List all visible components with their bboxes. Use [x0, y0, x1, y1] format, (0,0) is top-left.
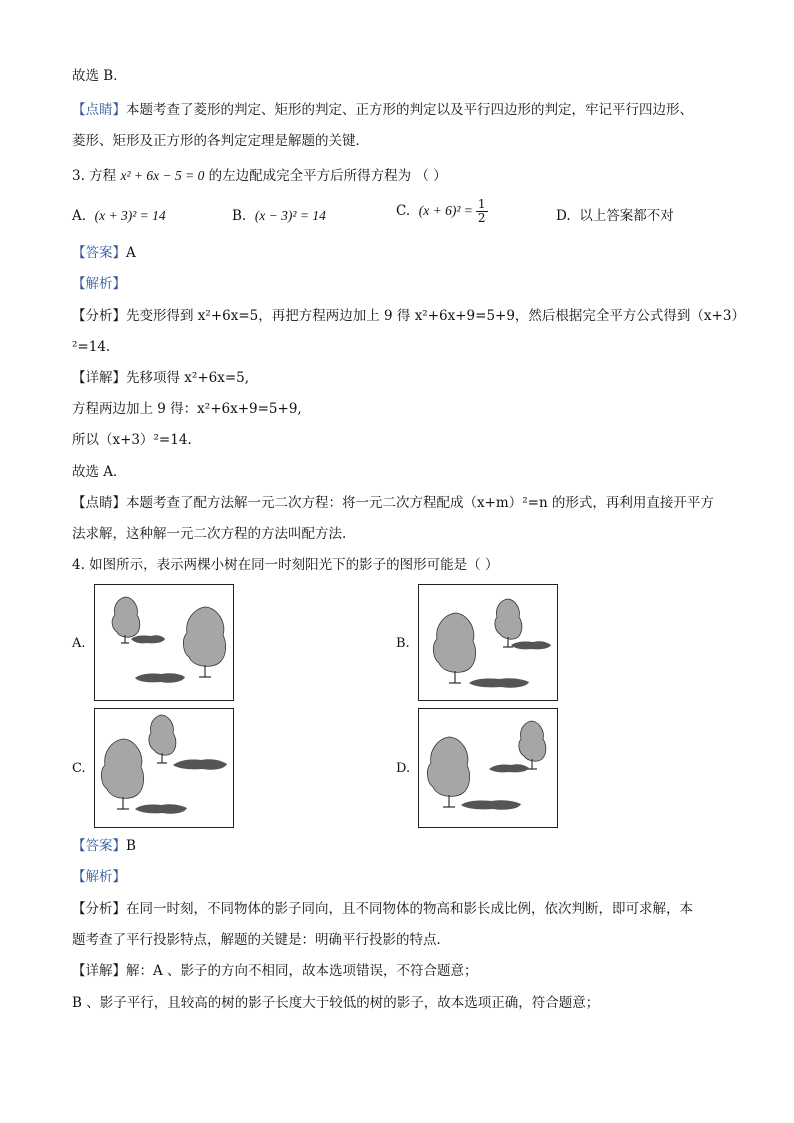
- tag-label: 【详解】: [72, 370, 126, 386]
- tree-shadow-figure: [419, 709, 557, 827]
- small-tree: [519, 721, 546, 761]
- fraction-numerator: 1: [477, 197, 486, 211]
- option-text: 以上答案都不对: [579, 208, 674, 224]
- option-label: C.: [396, 203, 411, 219]
- small-tree: [112, 597, 140, 637]
- large-shadow: [135, 804, 187, 814]
- large-tree: [101, 739, 143, 798]
- fraction-denominator: 2: [477, 211, 486, 225]
- option-equation: (x + 6)² =: [418, 203, 473, 218]
- comment-line: [72, 100, 693, 120]
- question-suffix: 的左边配成完全平方后所得方程为 （ ）: [204, 168, 447, 184]
- tag-label: 【解析】: [72, 869, 126, 885]
- large-tree: [183, 607, 225, 666]
- analysis-line: [72, 306, 745, 326]
- option-b: [232, 206, 326, 226]
- text-line: 所以（x+3）²=14.: [72, 432, 192, 448]
- small-shadow: [173, 759, 227, 770]
- text-line: 题考查了平行投影特点，解题的关键是：明确平行投影的特点．: [72, 932, 450, 948]
- large-shadow: [469, 678, 529, 688]
- text-line: 菱形、矩形及正方形的各判定定理是解题的关键．: [72, 133, 369, 149]
- pic-label-a: A.: [72, 636, 86, 651]
- figure-a: [94, 584, 234, 701]
- tree-shadow-figure: [95, 709, 233, 827]
- question-4: 4. 如图所示，表示两棵小树在同一时刻阳光下的影子的图形可能是（ ）: [72, 557, 499, 573]
- large-shadow: [135, 673, 185, 683]
- option-equation: (x + 3)² = 14: [94, 208, 166, 223]
- small-shadow: [511, 641, 551, 649]
- tree-shadow-figure: [95, 585, 233, 700]
- analysis-line: [72, 899, 693, 919]
- figure-c: [94, 708, 234, 828]
- option-equation: (x − 3)² = 14: [254, 208, 326, 223]
- large-tree: [427, 737, 469, 796]
- pic-label-c: C.: [72, 761, 86, 776]
- option-label: A.: [72, 208, 87, 224]
- small-shadow: [489, 764, 529, 772]
- tag-label: 【解析】: [72, 276, 126, 292]
- pic-label-b: B.: [396, 636, 410, 651]
- option-label: B.: [232, 208, 247, 224]
- fraction: [476, 198, 488, 225]
- tag-label: 【分析】: [72, 308, 126, 324]
- tag-label: 【答案】: [72, 838, 126, 854]
- figure-d: [418, 708, 558, 828]
- analysis-heading: [72, 867, 126, 887]
- text-line: B 、影子平行，且较高的树的影子长度大于较低的树的影子，故本选项正确，符合题意；: [72, 995, 600, 1011]
- comment-text: 本题考查了菱形的判定、矩形的判定、正方形的判定以及平行四边形的判定，牢记平行四边形、: [126, 102, 693, 118]
- comment-line: [72, 493, 714, 513]
- answer-value: A: [126, 245, 136, 261]
- answer-line: [72, 836, 136, 856]
- detail-line: [72, 961, 478, 981]
- option-c: [396, 198, 488, 225]
- large-tree: [433, 613, 475, 672]
- question-3: [72, 166, 447, 186]
- equation: x² + 6x − 5 = 0: [120, 168, 205, 183]
- small-tree: [149, 715, 176, 755]
- detail-text: 先移项得 x²+6x=5,: [126, 370, 250, 386]
- option-label: D.: [556, 208, 571, 224]
- analysis-text: 先变形得到 x²+6x=5，再把方程两边加上 9 得 x²+6x+9=5+9，然后根据完全平方公式得到（x+3）: [126, 308, 745, 324]
- option-a: [72, 206, 166, 226]
- large-shadow: [461, 800, 521, 810]
- text-line: 故选 B．: [72, 68, 127, 84]
- tag-label: 【详解】: [72, 963, 126, 979]
- answer-line: [72, 243, 136, 263]
- pic-label-d: D.: [396, 761, 411, 776]
- detail-line: [72, 368, 249, 388]
- figure-b: [418, 584, 558, 701]
- text-line: ²=14.: [72, 339, 111, 355]
- comment-text: 本题考查了配方法解一元二次方程：将一元二次方程配成（x+m）²=n 的形式，再利用直接开平方: [126, 495, 714, 511]
- text-line: 法求解，这种解一元二次方程的方法叫配方法.: [72, 526, 347, 542]
- analysis-text: 在同一时刻，不同物体的影子同向，且不同物体的物高和影长成比例，依次判断，即可求解，本: [126, 901, 693, 917]
- question-prefix: 3. 方程: [72, 168, 121, 184]
- tag-label: 【分析】: [72, 901, 126, 917]
- tag-label: 【点睛】: [72, 102, 126, 118]
- option-d: [556, 206, 674, 226]
- answer-value: B: [126, 838, 136, 854]
- analysis-heading: [72, 274, 126, 294]
- text-line: 方程两边加上 9 得：x²+6x+9=5+9,: [72, 401, 302, 417]
- tag-label: 【点睛】: [72, 495, 126, 511]
- tag-label: 【答案】: [72, 245, 126, 261]
- text-line: 故选 A．: [72, 464, 127, 480]
- tree-shadow-figure: [419, 585, 557, 700]
- small-tree: [495, 599, 522, 639]
- small-shadow: [131, 635, 165, 643]
- detail-text: 解：A 、影子的方向不相同，故本选项错误，不符合题意；: [126, 963, 478, 979]
